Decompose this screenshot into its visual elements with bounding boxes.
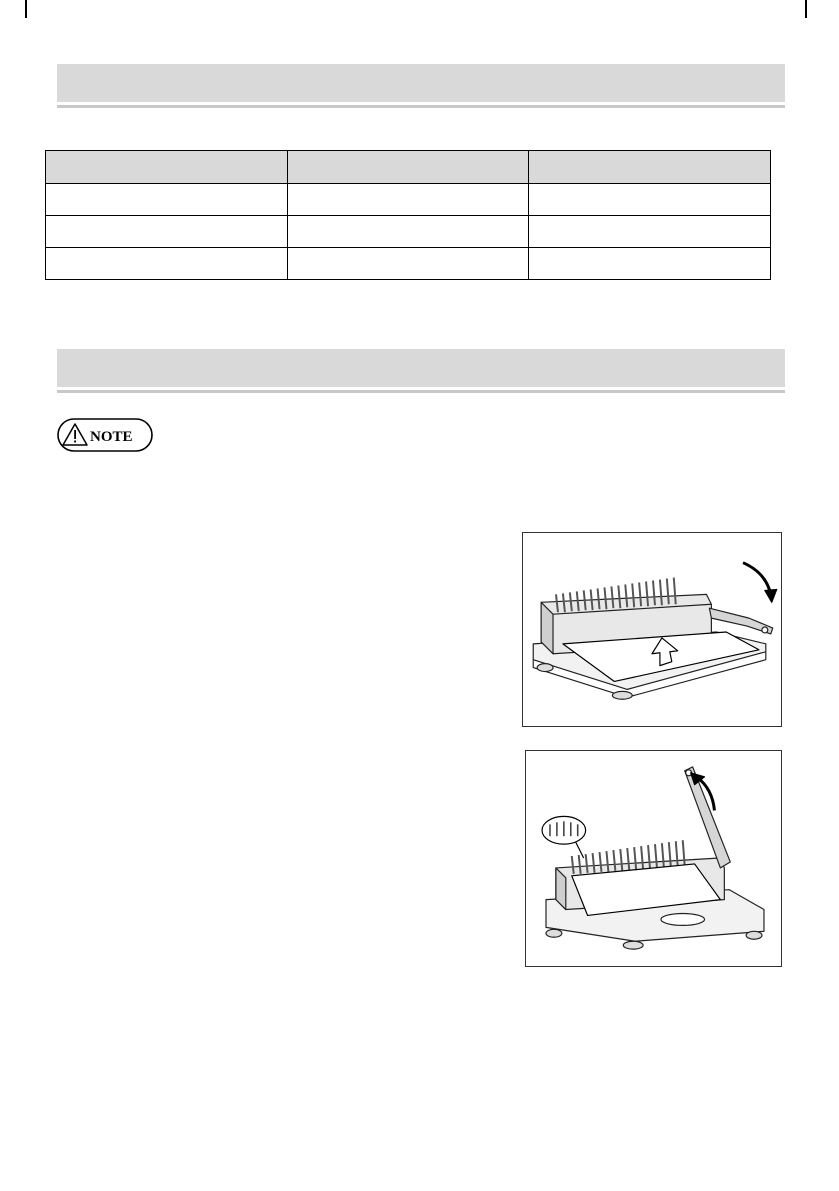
section-heading-bar-2 (57, 349, 785, 387)
note-badge (57, 418, 153, 452)
crop-mark-right (805, 0, 807, 18)
comb-opening-illustration (525, 750, 782, 967)
note-label: NOTE (90, 429, 133, 445)
table-cell (287, 216, 529, 248)
table-header-cell (529, 151, 771, 184)
table-cell (287, 184, 529, 216)
section-heading-bar-1 (57, 64, 785, 102)
crop-mark-left (25, 0, 27, 18)
table-header-cell (287, 151, 529, 184)
table-header-cell (46, 151, 288, 184)
table-cell (46, 248, 288, 280)
table-row (46, 248, 771, 280)
table-cell (529, 248, 771, 280)
table-cell (46, 184, 288, 216)
note-badge-frame (57, 418, 153, 452)
specification-table (45, 150, 771, 280)
table-cell (287, 248, 529, 280)
section-divider-1 (57, 105, 785, 108)
table-header-row (46, 151, 771, 184)
table-cell (46, 216, 288, 248)
table-row (46, 184, 771, 216)
section-divider-2 (57, 390, 785, 393)
table-row (46, 216, 771, 248)
table-cell (529, 184, 771, 216)
binding-machine-comb-figure (526, 751, 781, 966)
table-cell (529, 216, 771, 248)
paper-insertion-illustration (522, 532, 782, 727)
binding-machine-punch-figure (523, 533, 781, 726)
